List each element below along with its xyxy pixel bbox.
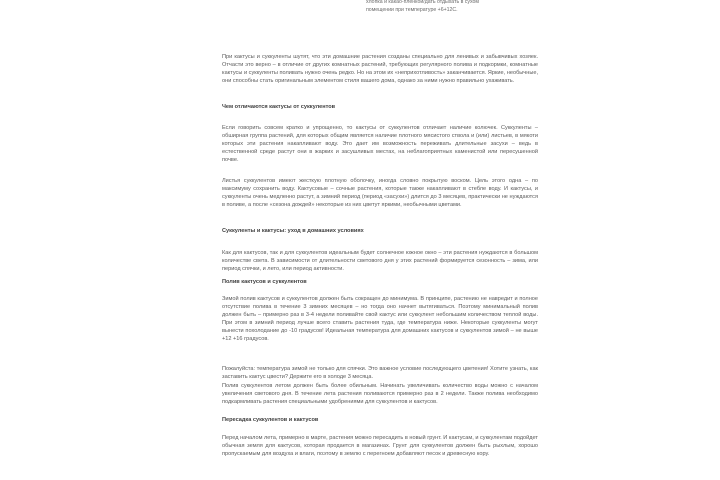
paragraph-intro: При кактусы и суккуленты шутят, что эти домашние растения созданы специально для ленивых и забывчивых хозяек. Отчасти это верно – в отличие от других комнатных растений, требующих регулярного полива и подкормки, комнатные кактусы и суккуленты поливать нужно очень редко. Но на этом их «неприхотливость» заканчивается. Яркие, необычные, они способны стать оригинальным элементом стиля вашего дома, однако за ними нужно правильно ухаживать.: [222, 54, 538, 84]
image-caption: [366, 0, 616, 14]
section-heading: Пересадка суккулентов и кактусов: [222, 417, 319, 423]
section-heading: Полив кактусов и суккулентов: [222, 279, 307, 285]
paragraph: Если говорить совсем кратко и упрощенно, то кактусы от суккулентов отличает наличие колючек. Суккуленты – обширная группа растений, для которых общим является наличие плотного мясистого ствола и (или) листьев, в мякоти которых эти растения накапливают воду. Это дает им возможность переживать длительные засухи – ведь в естественной среде растут они в жарких и засушливых местах, на неблагоприятных каменистой или пересушенной почве.: [222, 125, 538, 163]
section-heading: Чем отличаются кактусы от суккулентов: [222, 104, 336, 110]
paragraph: Перед началом лета, примерно в марте, растения можно пересадить в новый грунт. И кактусам, и суккулентам подойдет обычная земля для кактусов, которая продается в магазинах. Грунт для суккулентов должен быть рыхлым, хорошо пропускаемым для воздуха и влаги, поэтому в землю с перегноем добавляют песок и древесную кору.: [222, 435, 538, 457]
paragraph: Полив суккулентов летом должен быть более обильным. Начинать увеличивать количество воды можно с началом увеличения светового дня. В течение лета растения поливаются примерно раз в 2 недели. Также полива необходимо подкармливать растения специальными удобрениями для суккулентов и кактусов.: [222, 383, 538, 405]
paragraph: Как для кактусов, так и для суккулентов идеальным будет солнечное южное окно – эти растения нуждаются в большом количестве света. В зависимости от длительности светового дня у этих растений формируется сезонность – зима, или период спячки, и лето, или период активности.: [222, 250, 538, 272]
caption-line: помещении при температуре +6+12С.: [366, 7, 458, 13]
paragraph: Листья суккулентов имеют жесткую плотную оболочку, иногда словно покрытую воском. Цель этого одна – по максимуму сохранить воду. Кактусовые – сочные растения, которые также накапливают в стебле воду. И кактусы, и суккуленты очень медленно растут, а зимний период (период «засухи») длится до 3 месяцев, практически не нуждаются в поливе, а после «сезона дождей» некоторые из них цветут яркими, необычными цветами.: [222, 178, 538, 208]
paragraph: Пожалуйста: температура зимой не только для спячки. Это важное условие последующего цветения! Хотите узнать, как заставить кактус цвести? Держите его в холоде 3 месяца.: [222, 366, 538, 380]
caption-line: хлопка и какао-пленкой/дать отдыхать в сухом: [366, 0, 479, 5]
paragraph: Зимой полив кактусов и суккулентов должен быть сокращен до минимума. В принципе, растению не навредит и полное отсутствие полива в течение 3 зимних месяцев – но тогда оно начнет вытягиваться. Поэтому минимальный полив должен быть – примерно раз в 3-4 недели поливайте свой кактус или суккулент небольшим количеством теплой воды. При этом в зимний период лучше всего ставить растения туда, где температура ниже. Некоторые суккуленты могут вынести похолодание до -10 градусов! Идеальная температура для домашних кактусов и суккулентов зимой – не выше +12 +16 градусов.: [222, 296, 538, 342]
section-heading: Суккуленты и кактусы: уход в домашних условиях: [222, 228, 364, 234]
